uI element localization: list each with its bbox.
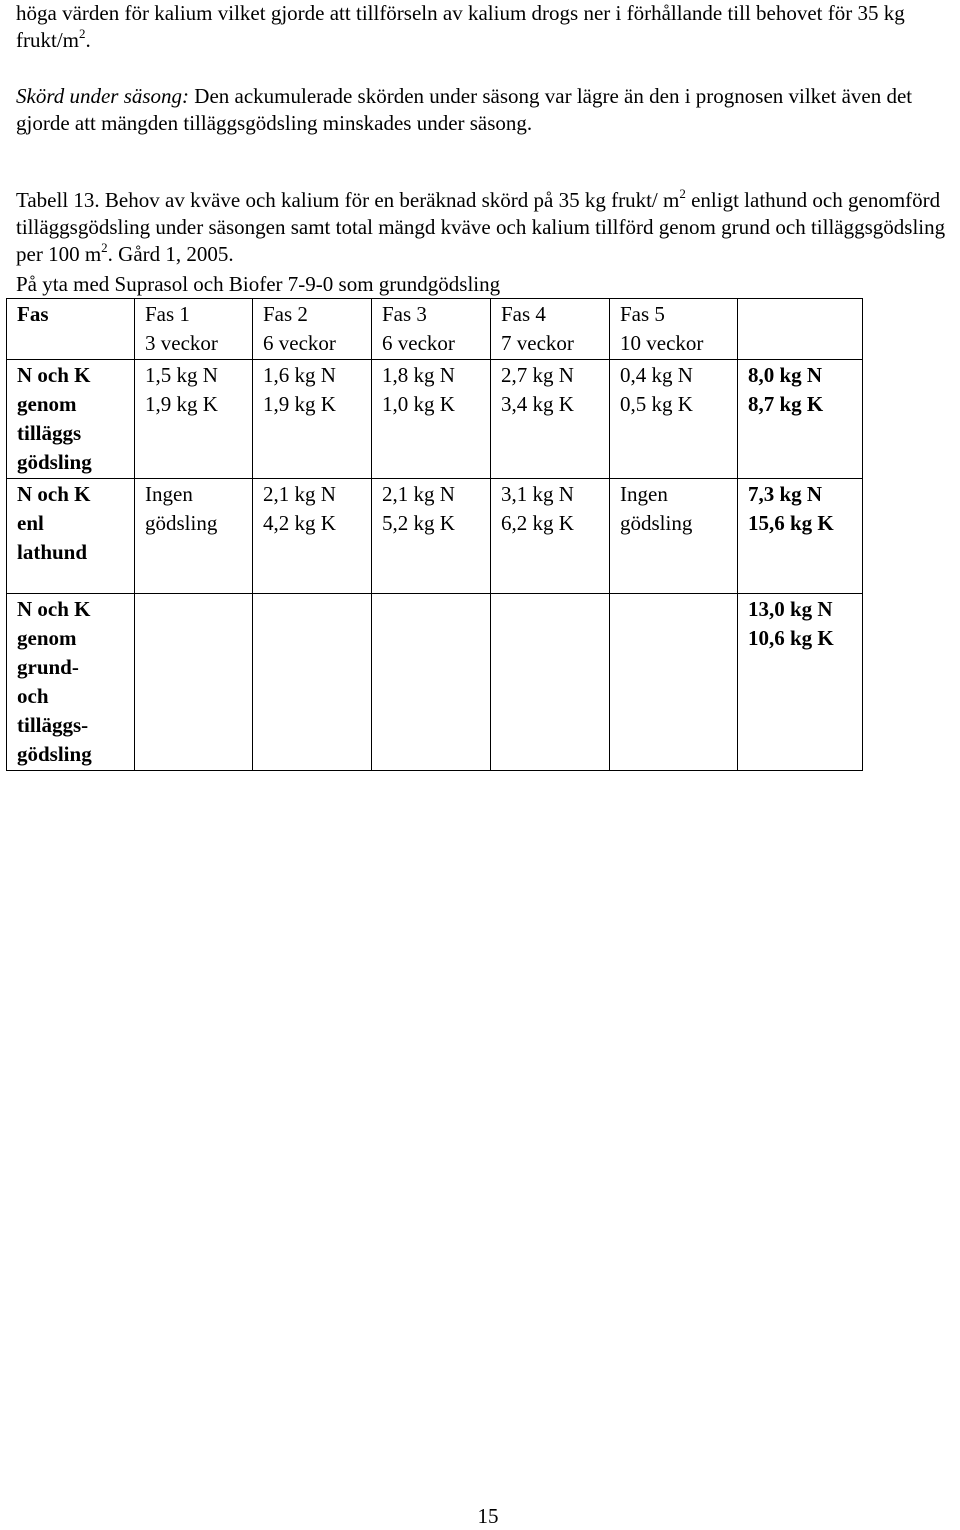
cell-line: gödsling xyxy=(17,742,92,766)
cell-line: 3 veckor xyxy=(145,331,218,355)
cell-line: Fas 5 xyxy=(620,302,665,326)
intro-paragraph xyxy=(16,0,951,54)
cell-line: 7 veckor xyxy=(501,331,574,355)
cell-line: genom xyxy=(17,392,77,416)
cell-line: 0,4 kg N xyxy=(620,363,693,387)
table-cell xyxy=(253,360,372,479)
cell-line: 8,0 kg N xyxy=(748,363,823,387)
cell-line: 8,7 kg K xyxy=(748,392,824,416)
table-cell xyxy=(738,594,863,771)
table-subcaption: På yta med Suprasol och Biofer 7-9-0 som grundgödsling xyxy=(16,272,501,296)
cell-line: och xyxy=(17,684,49,708)
table-row xyxy=(7,479,863,594)
table-caption xyxy=(16,187,956,268)
cell-line: Ingen xyxy=(620,482,668,506)
superscript: 2 xyxy=(679,186,686,201)
cell-line: Fas xyxy=(17,302,49,326)
cell-line: 6 veckor xyxy=(263,331,336,355)
table-cell xyxy=(738,299,863,360)
cell-line: 5,2 kg K xyxy=(382,511,455,535)
fertilization-table xyxy=(6,298,863,771)
table-cell xyxy=(7,299,135,360)
cell-line: Fas 4 xyxy=(501,302,546,326)
table-cell xyxy=(610,299,738,360)
table-cell xyxy=(135,360,253,479)
table-cell xyxy=(491,594,610,771)
table-cell xyxy=(610,360,738,479)
table-cell xyxy=(738,360,863,479)
cell-line: Fas 2 xyxy=(263,302,308,326)
cell-line: grund- xyxy=(17,655,79,679)
table-cell xyxy=(253,479,372,594)
cell-line: gödsling xyxy=(17,450,92,474)
table-row xyxy=(7,360,863,479)
table-cell xyxy=(610,479,738,594)
cell-line: 15,6 kg K xyxy=(748,511,834,535)
cell-line: 2,7 kg N xyxy=(501,363,574,387)
cell-line: N och K xyxy=(17,363,91,387)
intro-text: höga värden för kalium vilket gjorde att tillförseln av kalium drogs ner i förhållande till behovet för 35 kg frukt/m xyxy=(16,1,905,52)
table-cell xyxy=(372,299,491,360)
cell-line: 1,6 kg N xyxy=(263,363,336,387)
cell-line: gödsling xyxy=(145,511,218,535)
table-cell xyxy=(7,479,135,594)
table-cell xyxy=(372,594,491,771)
cell-line: N och K xyxy=(17,482,91,506)
table-cell xyxy=(253,299,372,360)
table-cell xyxy=(135,594,253,771)
table-cell xyxy=(135,479,253,594)
caption-text: . Gård 1, 2005. xyxy=(107,242,234,266)
table-cell xyxy=(610,594,738,771)
cell-line: gödsling xyxy=(620,511,693,535)
cell-line: 1,5 kg N xyxy=(145,363,218,387)
table-cell xyxy=(491,299,610,360)
cell-line: 4,2 kg K xyxy=(263,511,336,535)
intro-text-end: . xyxy=(85,28,91,52)
cell-line: enl xyxy=(17,511,44,535)
cell-line: 0,5 kg K xyxy=(620,392,693,416)
table-cell xyxy=(738,479,863,594)
cell-line: 1,9 kg K xyxy=(263,392,336,416)
table-cell xyxy=(491,479,610,594)
cell-line: 6,2 kg K xyxy=(501,511,574,535)
cell-line: tilläggs- xyxy=(17,713,89,737)
table-cell xyxy=(7,594,135,771)
table-cell xyxy=(253,594,372,771)
table-cell xyxy=(372,360,491,479)
cell-line: 1,8 kg N xyxy=(382,363,455,387)
cell-line: 7,3 kg N xyxy=(748,482,823,506)
harvest-paragraph xyxy=(16,83,951,137)
cell-line: N och K xyxy=(17,597,91,621)
cell-line: 2,1 kg N xyxy=(263,482,336,506)
cell-line: Fas 1 xyxy=(145,302,190,326)
cell-line: 10,6 kg K xyxy=(748,626,834,650)
superscript: 2 xyxy=(79,26,86,41)
cell-line: 13,0 kg N xyxy=(748,597,833,621)
cell-line: genom xyxy=(17,626,77,650)
table-header-row xyxy=(7,299,863,360)
cell-line: 10 veckor xyxy=(620,331,704,355)
cell-line: Fas 3 xyxy=(382,302,427,326)
table-cell xyxy=(135,299,253,360)
cell-line: 2,1 kg N xyxy=(382,482,455,506)
harvest-text: Den ackumulerade skörden under säsong var lägre än den i prognosen vilket även det gjorde att mängden tilläggsgödsling minskades under säsong. xyxy=(16,84,913,135)
table-cell xyxy=(372,479,491,594)
table-cell xyxy=(7,360,135,479)
cell-line: tilläggs xyxy=(17,421,82,445)
caption-text: Tabell 13. Behov av kväve och kalium för en beräknad skörd på 35 kg frukt/ m xyxy=(16,188,680,212)
cell-line: lathund xyxy=(17,540,88,564)
cell-line: Ingen xyxy=(145,482,193,506)
caption-text: enligt lathund och genomförd tilläggsgödsling under säsongen samt total mängd kväve och kalium tillförd genom grund och tilläggsgödsling per 100 m xyxy=(16,188,946,266)
cell-line: 3,1 kg N xyxy=(501,482,574,506)
harvest-label: Skörd under säsong: xyxy=(16,84,190,108)
page-number: 15 xyxy=(477,1504,499,1528)
cell-line: 1,9 kg K xyxy=(145,392,218,416)
superscript: 2 xyxy=(101,240,108,255)
table-cell xyxy=(491,360,610,479)
cell-line: 1,0 kg K xyxy=(382,392,455,416)
cell-line: 3,4 kg K xyxy=(501,392,574,416)
cell-line: 6 veckor xyxy=(382,331,455,355)
table-row xyxy=(7,594,863,771)
